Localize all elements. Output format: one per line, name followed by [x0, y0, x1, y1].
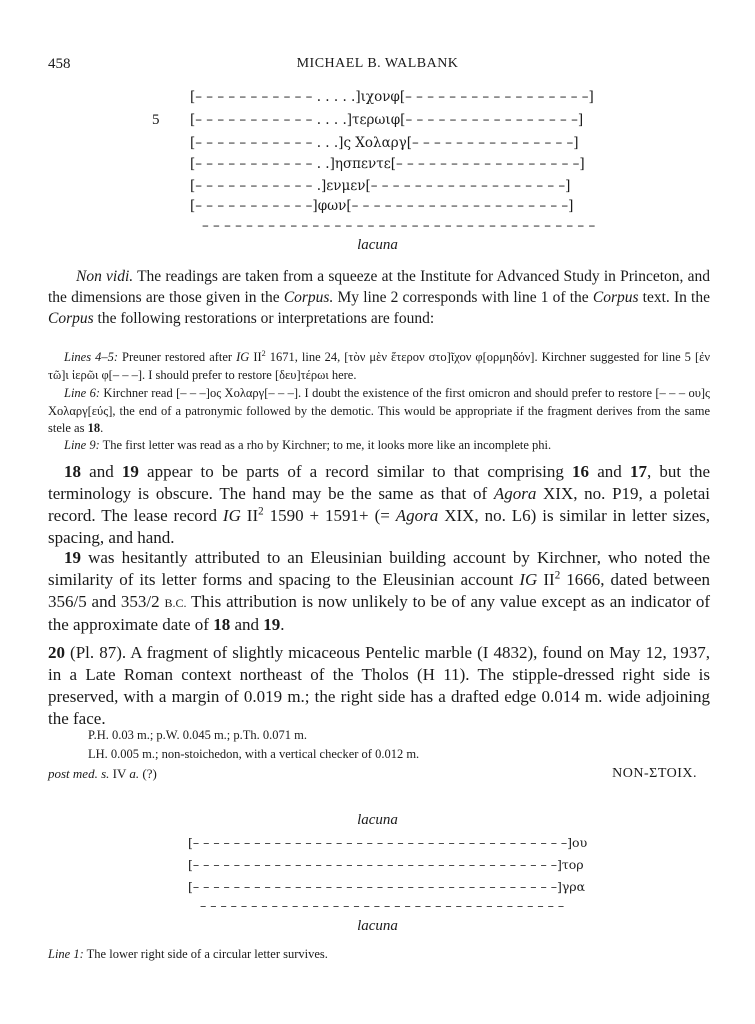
paragraph-20: 20 (Pl. 87). A fragment of slightly micaceous Pentelic marble (I 4832), found on May 12, 1937, in a Late Roman context northeast of the Tholos (H 11). The stipple-dressed right side is preserved, with a margin of 0.019 m.; the right side has a drafted edge 0.014 m. wide adjoining the face. [48, 643, 710, 728]
inscription-line: [– – – – – – – – – – – .]ενμεν[– – – – – – – – – – – – – – – – – –] [190, 178, 571, 194]
lacuna-label: lacuna [357, 812, 398, 828]
note-lines-4-5: Lines 4–5: Preuner restored after IG $II^2$ 1671, line 24, [τὸν μὲν ἕτερον στο]ῖχον φ[ορμηδόν]. Kirchner suggested for line 5 [ἐν τῶ]ι ἱερῶι φ[– – –]. I should prefer to restore [δευ]τέρωι here. [48, 348, 711, 382]
note-line-6: Line 6: Kirchner read [– – –]ος Χολαργ[– – –]. I doubt the existence of the first omicron and should prefer to restore [– – – ου]ς Χολαργ[εύς], the end of a patronymic followed by the demotic. This would be appropriate if the fragment derives from the same stele as 18. [48, 386, 711, 435]
non-stoichedon-label: NON-ΣΤΟΙΧ. [612, 766, 697, 781]
inscription-line: [– – – – – – – – – – – . . .]ς Χολαργ[– – – – – – – – – – – – – – –] [190, 135, 579, 151]
non-vidi: Non vidi. [76, 268, 134, 285]
commentary-paragraph: Non vidi. The readings are taken from a squeeze at the Institute for Advanced Study in Princeton, and the dimensions are those given in the Corpus. My line 2 corresponds with line 1 of the Corpus text. In the Corpus the following restorations or interpretations are found: [48, 268, 710, 327]
page-number: 458 [48, 56, 71, 72]
paragraph-19: 19 was hesitantly attributed to an Eleusinian building account by Kirchner, who noted the similarity of its letter forms and spacing to the Eleusinian account IG $II^2$ 1666, dated between 356/5 and 353/2 B.C. This attribution is now unlikely to be of any value except as an indicator of the approximate date of 18 and 19. [48, 548, 711, 634]
inscription-line: [– – – – – – – – – – – . . . . .]ιχονφ[– – – – – – – – – – – – – – – – –] [190, 89, 594, 105]
measurements-line: P.H. 0.03 m.; p.W. 0.045 m.; p.Th. 0.071 m. [88, 728, 307, 742]
inscription-line: [– – – – – – – – – – –]φων[– – – – – – – – – – – – – – – – – – – –] [190, 198, 574, 214]
dating: post med. s. IV a. (?) [48, 766, 157, 781]
lacuna-label: lacuna [357, 918, 398, 934]
note-line-9: Line 9: The first letter was read as a rho by Kirchner; to me, it looks more like an incomplete phi. [64, 438, 552, 452]
inscription-line: [– – – – – – – – – – – – – – – – – – – – – – – – – – – – – – – – – – – – –]ου [188, 835, 588, 850]
line-number-5: 5 [152, 112, 160, 128]
running-head: MICHAEL B. WALBANK [296, 56, 459, 71]
inscription-line: [– – – – – – – – – – – . . . .]τερωιφ[– – – – – – – – – – – – – – – –] [190, 112, 584, 128]
paragraph-18-19: 18 and 19 appear to be parts of a record similar to that comprising 16 and 17, but the terminology is obscure. The hand may be the same as that of Agora XIX, no. P19, a poletai record. The lease record IG $II^2$ 1590 + 1591+ (= Agora XIX, no. L6) is similar in letter sizes, spacing, and hand. [48, 462, 711, 547]
lacuna-label: lacuna [357, 237, 398, 253]
inscription-end-line: – – – – – – – – – – – – – – – – – – – – – – – – – – – – – – – – – – – – [202, 218, 596, 234]
measurements-line: LH. 0.005 m.; non-stoichedon, with a vertical checker of 0.012 m. [88, 747, 420, 761]
inscription-end-line: – – – – – – – – – – – – – – – – – – – – – – – – – – – – – – – – – – – – [200, 898, 565, 913]
inscription-line: [– – – – – – – – – – – . .]ησπεντε[– – – – – – – – – – – – – – – – –] [190, 156, 585, 172]
inscription-line: [– – – – – – – – – – – – – – – – – – – – – – – – – – – – – – – – – – – –]τορ [188, 857, 584, 872]
inscription-line: [– – – – – – – – – – – – – – – – – – – – – – – – – – – – – – – – – – – –]γρα [188, 879, 586, 894]
note-line-1: Line 1: The lower right side of a circular letter survives. [48, 947, 328, 961]
